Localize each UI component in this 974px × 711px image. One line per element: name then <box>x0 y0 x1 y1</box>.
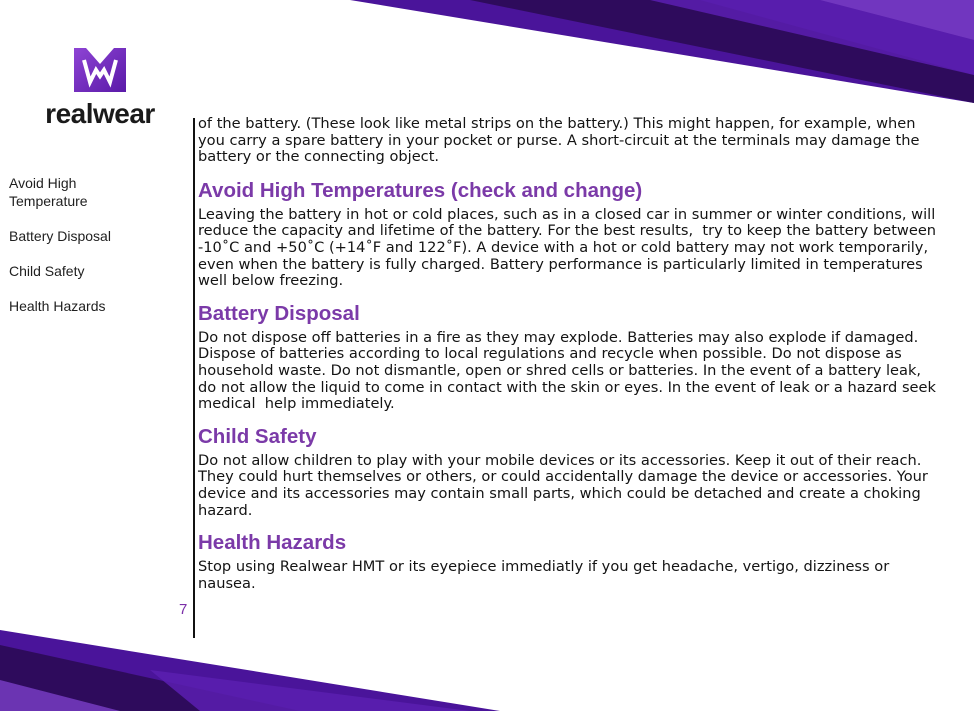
heading-child-safety: Child Safety <box>198 424 317 448</box>
paragraph-child-safety: Do not allow children to play with your mobile devices or its accessories. Keep it out of their reach. They could hurt themselves or others, or could accidentally damage the device or accessories. Your device and its accessories may contain small parts, which could be detached and create a choking hazard. <box>198 451 933 519</box>
brand-logo <box>38 46 162 130</box>
sidebar-item-child-safety[interactable]: Child Safety <box>9 263 85 279</box>
sidebar-item-avoid-high-temperature[interactable]: Avoid High Temperature <box>9 175 88 209</box>
heading-avoid-high-temperatures: Avoid High Temperatures (check and change) <box>198 178 643 202</box>
paragraph-battery-disposal: Do not dispose off batteries in a fire as they may explode. Batteries may also explode if damaged. Dispose of batteries according to local regulations and recycle when possible. Do not dispose as household waste. Do not dismantle, open or shred cells or batteries. In the event of a battery leak, do not allow the liquid to come in contact with the skin or eyes. In the event of leak or a hazard seek medical help immediately. <box>198 328 941 413</box>
sidebar-item-health-hazards[interactable]: Health Hazards <box>9 298 106 314</box>
main-content <box>198 115 941 592</box>
content-divider <box>193 118 195 638</box>
brand-name: realwear <box>45 98 155 129</box>
heading-health-hazards: Health Hazards <box>198 531 347 555</box>
intro-paragraph: of the battery. (These look like metal strips on the battery.) This might happen, for example, when you carry a spare battery in your pocket or purse. A short-circuit at the terminals may damage the battery or the connecting object. <box>198 115 925 166</box>
paragraph-avoid-high-temperatures: Leaving the battery in hot or cold places, such as in a closed car in summer or winter conditions, will reduce the capacity and lifetime of the battery. For the best results, try to keep the battery between -10˚C and +50˚C (+14˚F and 122˚F). A device with a hot or cold battery may not work temporarily, even when the battery is fully charged. Battery performance is particularly limited in temperatures well below freezing. <box>198 205 941 290</box>
realwear-logo-icon <box>72 46 128 94</box>
paragraph-health-hazards: Stop using Realwear HMT or its eyepiece immediatly if you get headache, vertigo, dizziness or nausea. <box>198 558 894 592</box>
sidebar-nav <box>9 174 179 332</box>
page-number: 7 <box>179 601 188 618</box>
sidebar-item-battery-disposal[interactable]: Battery Disposal <box>9 228 111 244</box>
heading-battery-disposal: Battery Disposal <box>198 301 360 325</box>
